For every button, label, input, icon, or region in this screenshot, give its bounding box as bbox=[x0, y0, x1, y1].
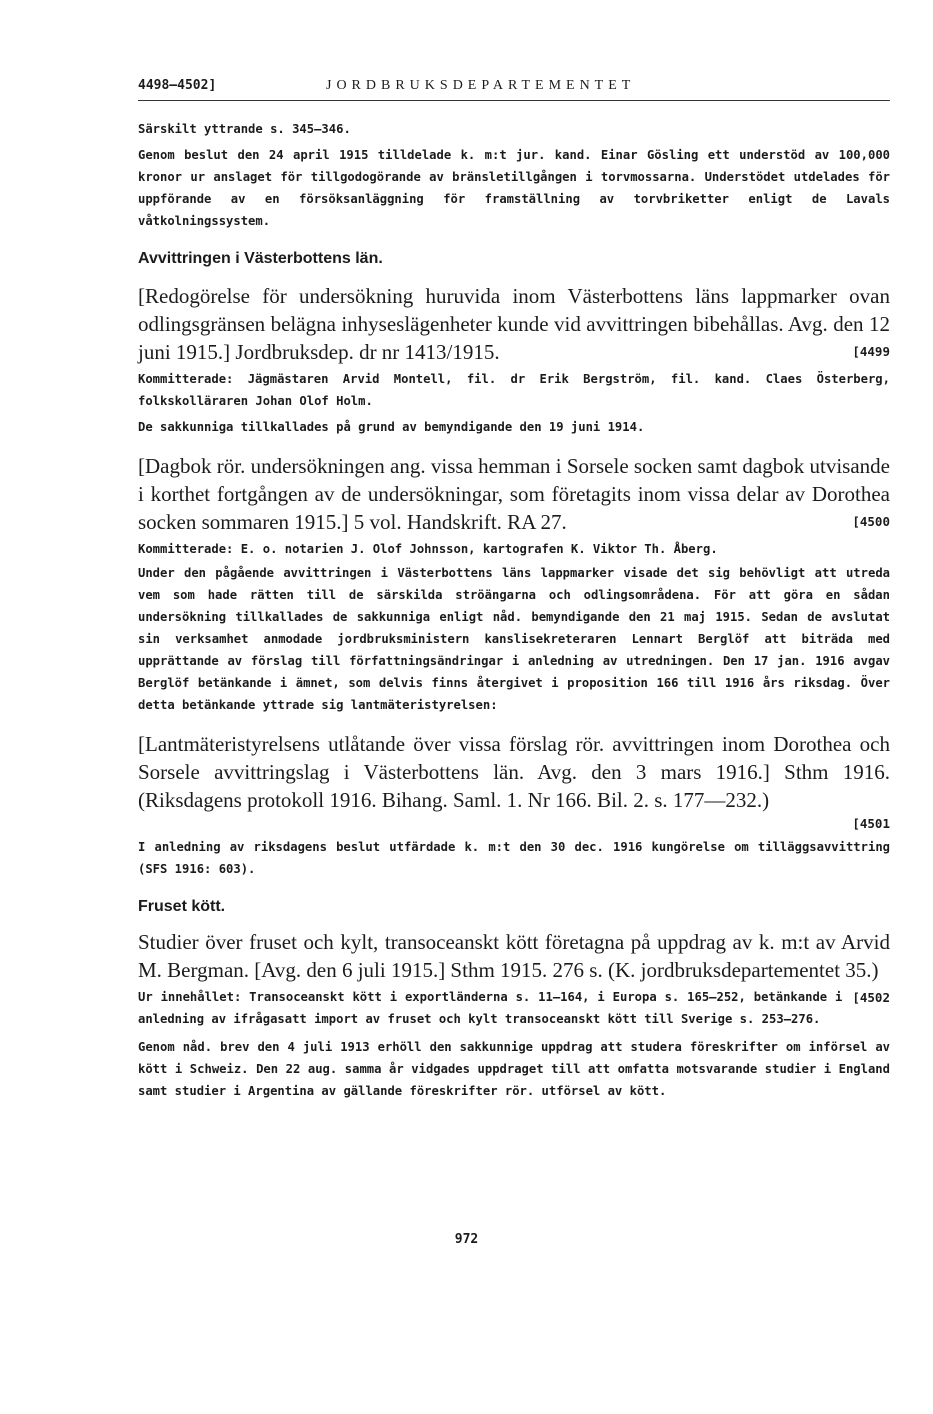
page-number: 972 bbox=[454, 1232, 479, 1247]
entry-4502 bbox=[138, 928, 890, 1005]
entry-4499-number: [4499 bbox=[852, 344, 890, 359]
page-body bbox=[138, 118, 890, 1102]
entry-4499-text: [Redogörelse för undersökning huruvida inom Västerbottens läns lappmarker ovan odlingsgränsen belägna inhyseslägenheter kunde vid avvittringen bibehållas. Avg. den 12 juni 1915.] Jordbruksdep. dr nr 1413/1915. bbox=[138, 284, 890, 364]
text-contents-4502: Ur innehållet: Transoceanskt kött i exportländerna s. 11—164, i Europa s. 165—252, betänkande i anledning av ifrågasatt import av fruset och kylt transoceanskt kött till Sverige s. 253—276. bbox=[138, 990, 843, 1026]
text-committee-4500: Kommitterade: E. o. notarien J. Olof Johnsson, kartografen K. Viktor Th. Åberg. bbox=[138, 542, 718, 556]
text-particular-statement: Särskilt yttrande s. 345—346. bbox=[138, 122, 351, 136]
section-heading-fruset-kott: Fruset kött. bbox=[138, 898, 226, 915]
entry-4501-text: [Lantmäteristyrelsens utlåtande över vissa förslag rör. avvittringen inom Dorothea och Sorsele avvittringslag i Västerbottens län. Avg. den 3 mars 1916.] Sthm 1916. (Riksdagens protokoll 1916. Bihang. Saml. 1. Nr 166. Bil. 2. s. 177—232.) bbox=[138, 732, 890, 812]
entry-4502-number: [4502 bbox=[852, 990, 890, 1005]
department-title: JORDBRUKSDEPARTEMENTET bbox=[326, 78, 636, 93]
text-gosling-grant: Genom beslut den 24 april 1915 tilldelade k. m:t jur. kand. Einar Gösling ett understöd av 100,000 kronor ur anslaget för tillgodogörande av bränsletillgången i torvmossarna. Understödet utdelades för uppförande av en försöksanläggning för framställning av torvbriketter enligt de Lavals våtkolningssystem. bbox=[138, 148, 890, 228]
running-header bbox=[138, 78, 890, 101]
text-avvittring-background: Under den pågående avvittringen i Västerbottens läns lappmarker visade det sig behövligt att utreda vem som hade rätten till de särskilda ströängarna och odlingsområdena. För att göra en sådan undersökning tillkallades de sakkunniga enligt nåd. bemyndigande den 21 maj 1915. Sedan de avslutat sin verksamhet anmodade jordbruksministern kanslisekreteraren Lennart Berglöf att biträda med upprättande av förslag till författningsändringar i anledning av utredningen. Den 17 jan. 1916 avgav Berglöf betänkande i ämnet, som delvis finns återgivet i proposition 166 till 1916 års riksdag. Över detta betänkande yttrade sig lantmäteristyrelsen: bbox=[138, 566, 890, 712]
entry-4500-number: [4500 bbox=[852, 514, 890, 529]
section-heading-avvittringen: Avvittringen i Västerbottens län. bbox=[138, 250, 383, 267]
entry-4500 bbox=[138, 452, 890, 536]
text-tillaggsavvittring: I anledning av riksdagens beslut utfärdade k. m:t den 30 dec. 1916 kungörelse om tilläggsavvittring (SFS 1916: 603). bbox=[138, 840, 890, 876]
text-assignment-4502: Genom nåd. brev den 4 juli 1913 erhöll den sakkunnige uppdrag att studera föreskrifter om införsel av kött i Schweiz. Den 22 aug. samma år vidgades uppdraget till att omfatta motsvarande studier i England samt studier i Argentina av gällande föreskrifter rör. utförsel av kött. bbox=[138, 1040, 890, 1098]
entry-4500-text: [Dagbok rör. undersökningen ang. vissa hemman i Sorsele socken samt dagbok utvisande i korthet fortgången av de undersökningar, som företagits inom vissa delar av Dorothea socken sommaren 1915.] 5 vol. Handskrift. RA 27. bbox=[138, 454, 890, 534]
entry-4501-number: [4501 bbox=[852, 816, 890, 831]
text-committee-4499: Kommitterade: Jägmästaren Arvid Montell, fil. dr Erik Bergström, fil. kand. Claes Österberg, folkskolläraren Johan Olof Holm. bbox=[138, 372, 890, 408]
entry-4502-text: Studier över fruset och kylt, transoceanskt kött företagna på uppdrag av k. m:t av Arvid M. Bergman. [Avg. den 6 juli 1915.] Sthm 1915. 276 s. (K. jordbruksdepartementet 35.) bbox=[138, 930, 890, 982]
entry-4499 bbox=[138, 282, 890, 366]
text-experts-4499: De sakkunniga tillkallades på grund av bemyndigande den 19 juni 1914. bbox=[138, 420, 645, 434]
entry-range: 4498—4502] bbox=[138, 78, 217, 93]
